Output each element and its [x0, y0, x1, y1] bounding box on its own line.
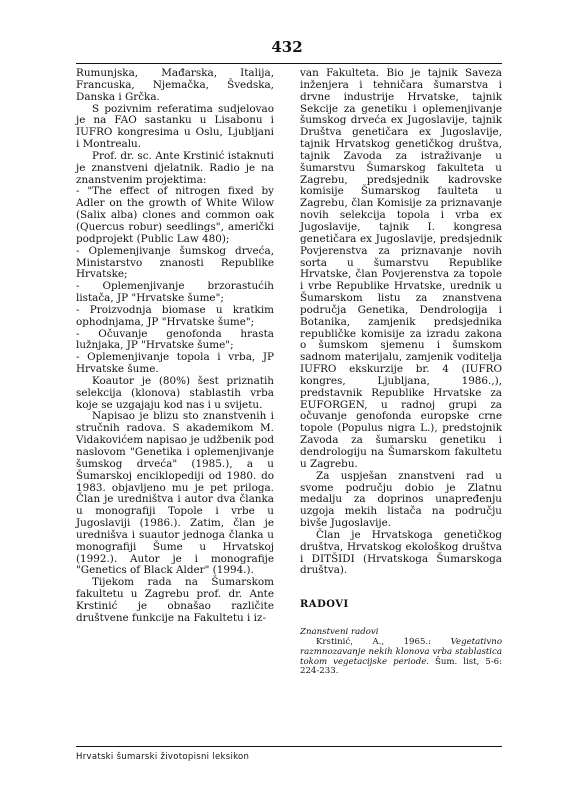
left-column	[76, 68, 274, 625]
paragraph: Koautor je (80%) šest priznatih selekcija (klonova) stablastih vrba koje se uzgajaju kod nas i u svijetu.	[76, 374, 274, 411]
bottom-rule	[76, 746, 502, 747]
right-column	[300, 68, 502, 677]
paragraph: S pozivnim referatima sudjelovao je na FAO sastanku u Lisabonu i IUFRO kongresima u Oslu, Ljubljani i Montrealu.	[76, 102, 274, 151]
paragraph: Član je Hrvatskoga genetičkog društva, Hrvatskog ekološkog društva i DITŠIDI (Hrvatskoga Šumarskoga društva).	[300, 528, 502, 577]
footer-title: Hrvatski šumarski životopisni leksikon	[76, 752, 250, 762]
list-item: - "The effect of nitrogen fixed by Adler on the growth of White Wilow (Salix alba) clones and common oak (Quercus robur) seedlings", američki podprojekt (Public Law 480);	[76, 185, 274, 245]
radovi-heading: RADOVI	[300, 599, 349, 611]
entry-author: Krstinić, A., 1965.:	[316, 636, 432, 647]
list-item: - Proizvodnja biomase u kratkim ophodnjama, JP "Hrvatske šume";	[76, 303, 274, 328]
paragraph: Za uspješan znanstveni rad u svome području dobio je Zlatnu medalju za doprinos unapređenju uzgoja mekih listača na području bivše Jugoslavije.	[300, 469, 502, 530]
radovi-subheading: Znanstveni radovi	[300, 627, 379, 638]
top-rule	[76, 63, 502, 64]
paragraph: Napisao je blizu sto znanstvenih i stručnih radova. S akademikom M. Vidakovićem napisao je udžbenik pod naslovom "Genetika i oplemenjivanje šumskog drveća" (1985.), a u Šumarskoj enciklopediji od 1980. do 1983. objavljeno mu je pet priloga. Član je uredništva i autor dva članka u monografiji Topole i vrbe u Jugoslaviji (1986.). Zatim, član je urednišva i suautor jednoga članka u monografiji Šume u Hrvatskoj (1992.). Autor je i monografije "Genetics of Black Alder" (1994.).	[76, 410, 274, 577]
paragraph: Prof. dr. sc. Ante Krstinić istaknuti je znanstveni djelatnik. Radio je na znanstvenim projektima:	[76, 149, 274, 186]
paragraph: Rumunjska, Mađarska, Italija, Francuska, Njemačka, Švedska, Danska i Grčka.	[76, 67, 274, 103]
list-item: - Očuvanje genofonda hrasta lužnjaka, JP "Hrvatske šume";	[76, 327, 274, 352]
entry-title: Vegetativno razmnozavanje nekih klonova vrba stablastica tokom vegetacijske periode.	[300, 636, 502, 667]
list-item: - Oplemenjivanje brzorastućih listača, JP "Hrvatske šume";	[76, 280, 274, 305]
paragraph: van Fakulteta. Bio je tajnik Saveza inženjera i tehničara šumarstva i drvne industrije Hrvatske, tajnik Sekcije za genetiku i oplemenjivanje šumskog drveća ex Jugoslavije, tajnik Društva genetičara ex Jugoslavije, tajnik Hrvatskog genetičkog društva, tajnik Zavoda za istraživanje u šumarstvu Šumarskog fakulteta u Zagrebu, predsjednik kadrovske komisije Šumarskog faulteta u Zagrebu, član Komisije za priznavanje novih selekcija topola i vrba ex Jugoslavije, tajnik I. kongresa genetičara ex Jugoslavije, predsjednik Povjerenstva za priznavanje novih sorta u šumarstvu Republike Hrvatske, član Povjerenstva za topole i vrbe Republike Hrvatske, urednik u Šumarskom listu za znanstvena područja Genetika, Dendrologija i Botanika, zamjenik predsjednika republičke komisije za izradu zakona o šumskom sjemenu i šumskom sadnom materijalu, zamjenik voditelja IUFRO ekskurzije br. 4 (IUFRO kongres, Ljubljana, 1986.,), predstavnik Republike Hrvatske za EUFORGEN, u radnoj grupi za očuvanje genofonda europske crne topole (Populus nigra L.), predstojnik Zavoda za šumarsku genetiku i dendrologiju na Šumarskom fakultetu u Zagrebu.	[300, 67, 502, 470]
page-number: 432	[271, 38, 303, 56]
list-item: - Oplemenjivanje topola i vrba, JP Hrvatske šume.	[76, 351, 274, 376]
bibliography-entry	[300, 638, 502, 677]
entry-source: Šum. list, 5-6: 224-233.	[300, 656, 503, 677]
list-item: - Oplemenjivanje šumskog drveća, Ministarstvo znanosti Republike Hrvatske;	[76, 244, 274, 281]
paragraph: Tijekom rada na Šumarskom fakultetu u Zagrebu prof. dr. Ante Krstinić je obnašao različite društvene funkcije na Fakultetu i iz-	[76, 576, 274, 624]
